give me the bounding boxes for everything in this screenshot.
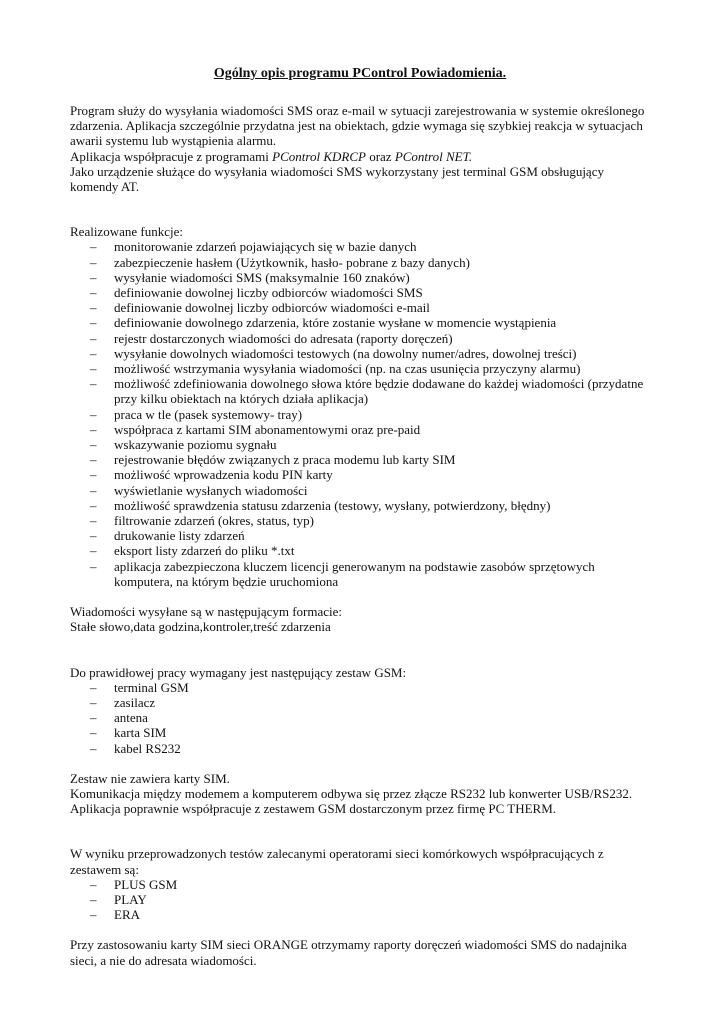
program-kdrcp: PControl KDRCP	[272, 148, 366, 164]
list-item: – monitorowanie zdarzeń pojawiających się w bazie danych	[70, 239, 650, 254]
gsm-heading: Do prawidłowej pracy wymagany jest następujący zestaw GSM:	[70, 664, 407, 680]
document-title: Ogólny opis programu PControl Powiadomienia.	[213, 66, 507, 81]
list-item: – wyświetlanie wysłanych wiadomości	[70, 483, 650, 498]
list-item: – współpraca z kartami SIM abonamentowymi oraz pre-paid	[70, 422, 650, 437]
list-item: – definiowanie dowolnej liczby odbiorców wiadomości e-mail	[70, 300, 650, 315]
intro-cooperation-line	[70, 149, 650, 164]
gsm-note-compat: Aplikacja poprawnie współpracuje z zestawem GSM dostarczonym przez firmę PC THERM.	[70, 801, 557, 817]
functions-heading: Realizowane funkcje:	[70, 224, 183, 240]
list-item: – terminal GSM	[70, 680, 650, 695]
list-item: – karta SIM	[70, 725, 650, 740]
cooperation-mid: oraz	[365, 148, 395, 164]
cooperation-prefix: Aplikacja współpracuje z programami	[70, 148, 273, 164]
list-item: – PLUS GSM	[70, 877, 650, 892]
document-page	[70, 66, 650, 968]
format-intro: Wiadomości wysyłane są w następującym formacie:	[70, 604, 343, 620]
list-item: – ERA	[70, 907, 650, 922]
operators-list	[70, 877, 650, 923]
gsm-note-sim: Zestaw nie zawiera karty SIM.	[70, 770, 230, 786]
functions-list	[70, 239, 650, 589]
list-item: – możliwość sprawdzenia statusu zdarzenia (testowy, wysłany, potwierdzony, błędny)	[70, 498, 650, 513]
list-item: – definiowanie dowolnej liczby odbiorców wiadomości SMS	[70, 285, 650, 300]
list-item: – filtrowanie zdarzeń (okres, status, typ)	[70, 513, 650, 528]
list-item: – PLAY	[70, 892, 650, 907]
list-item: – możliwość zdefiniowania dowolnego słowa które będzie dodawane do każdej wiadomości (przydatne przy kilku obiektach na których działa aplikacja)	[70, 376, 650, 406]
list-item: – drukowanie listy zdarzeń	[70, 528, 650, 543]
list-item: – zabezpieczenie hasłem (Użytkownik, hasło- pobrane z bazy danych)	[70, 255, 650, 270]
gsm-list	[70, 680, 650, 756]
list-item: – aplikacja zabezpieczona kluczem licencji generowanym na podstawie zasobów sprzętowych komputera, na którym będzie uruchomiona	[70, 559, 650, 589]
list-item: – rejestrowanie błędów związanych z praca modemu lub karty SIM	[70, 452, 650, 467]
list-item: – praca w tle (pasek systemowy- tray)	[70, 407, 650, 422]
list-item: – możliwość wprowadzenia kodu PIN karty	[70, 467, 650, 482]
list-item: – wysyłanie wiadomości SMS (maksymalnie 160 znaków)	[70, 270, 650, 285]
format-spec: Stałe słowo,data godzina,kontroler,treść zdarzenia	[70, 619, 331, 635]
list-item: – zasilacz	[70, 695, 650, 710]
list-item: – kabel RS232	[70, 741, 650, 756]
orange-note: Przy zastosowaniu karty SIM sieci ORANGE otrzymamy raporty doręczeń wiadomości SMS do nadajnika sieci, a nie do adresata wiadomości.	[70, 937, 627, 968]
list-item: – definiowanie dowolnego zdarzenia, które zostanie wysłane w momencie wystąpienia	[70, 315, 650, 330]
intro-paragraph: Program służy do wysyłania wiadomości SMS oraz e-mail w sytuacji zarejestrowania w systemie określonego zdarzenia. Aplikacja szczególnie przydatna jest na obiektach, gdzie wymaga się szybkiej reakcja w sytuacjach awarii systemu lub wystąpienia alarmu.	[70, 103, 645, 149]
program-net: PControl NET.	[394, 148, 473, 164]
intro-terminal-line: Jako urządzenie służące do wysyłania wiadomości SMS wykorzystany jest terminal GSM obsługujący komendy AT.	[70, 163, 604, 195]
list-item: – możliwość wstrzymania wysyłania wiadomości (np. na czas usunięcia przyczyny alarmu)	[70, 361, 650, 376]
list-item: – wskazywanie poziomu sygnału	[70, 437, 650, 452]
gsm-note-connection: Komunikacja między modemem a komputerem odbywa się przez złącze RS232 lub konwerter USB/RS232.	[70, 785, 633, 801]
list-item: – wysyłanie dowolnych wiadomości testowych (na dowolny numer/adres, dowolnej treści)	[70, 346, 650, 361]
operators-heading: W wyniku przeprowadzonych testów zalecanymi operatorami sieci komórkowych współpracujących z zestawem są:	[70, 846, 604, 877]
list-item: – rejestr dostarczonych wiadomości do adresata (raporty doręczeń)	[70, 331, 650, 346]
list-item: – antena	[70, 710, 650, 725]
list-item: – eksport listy zdarzeń do pliku *.txt	[70, 543, 650, 558]
